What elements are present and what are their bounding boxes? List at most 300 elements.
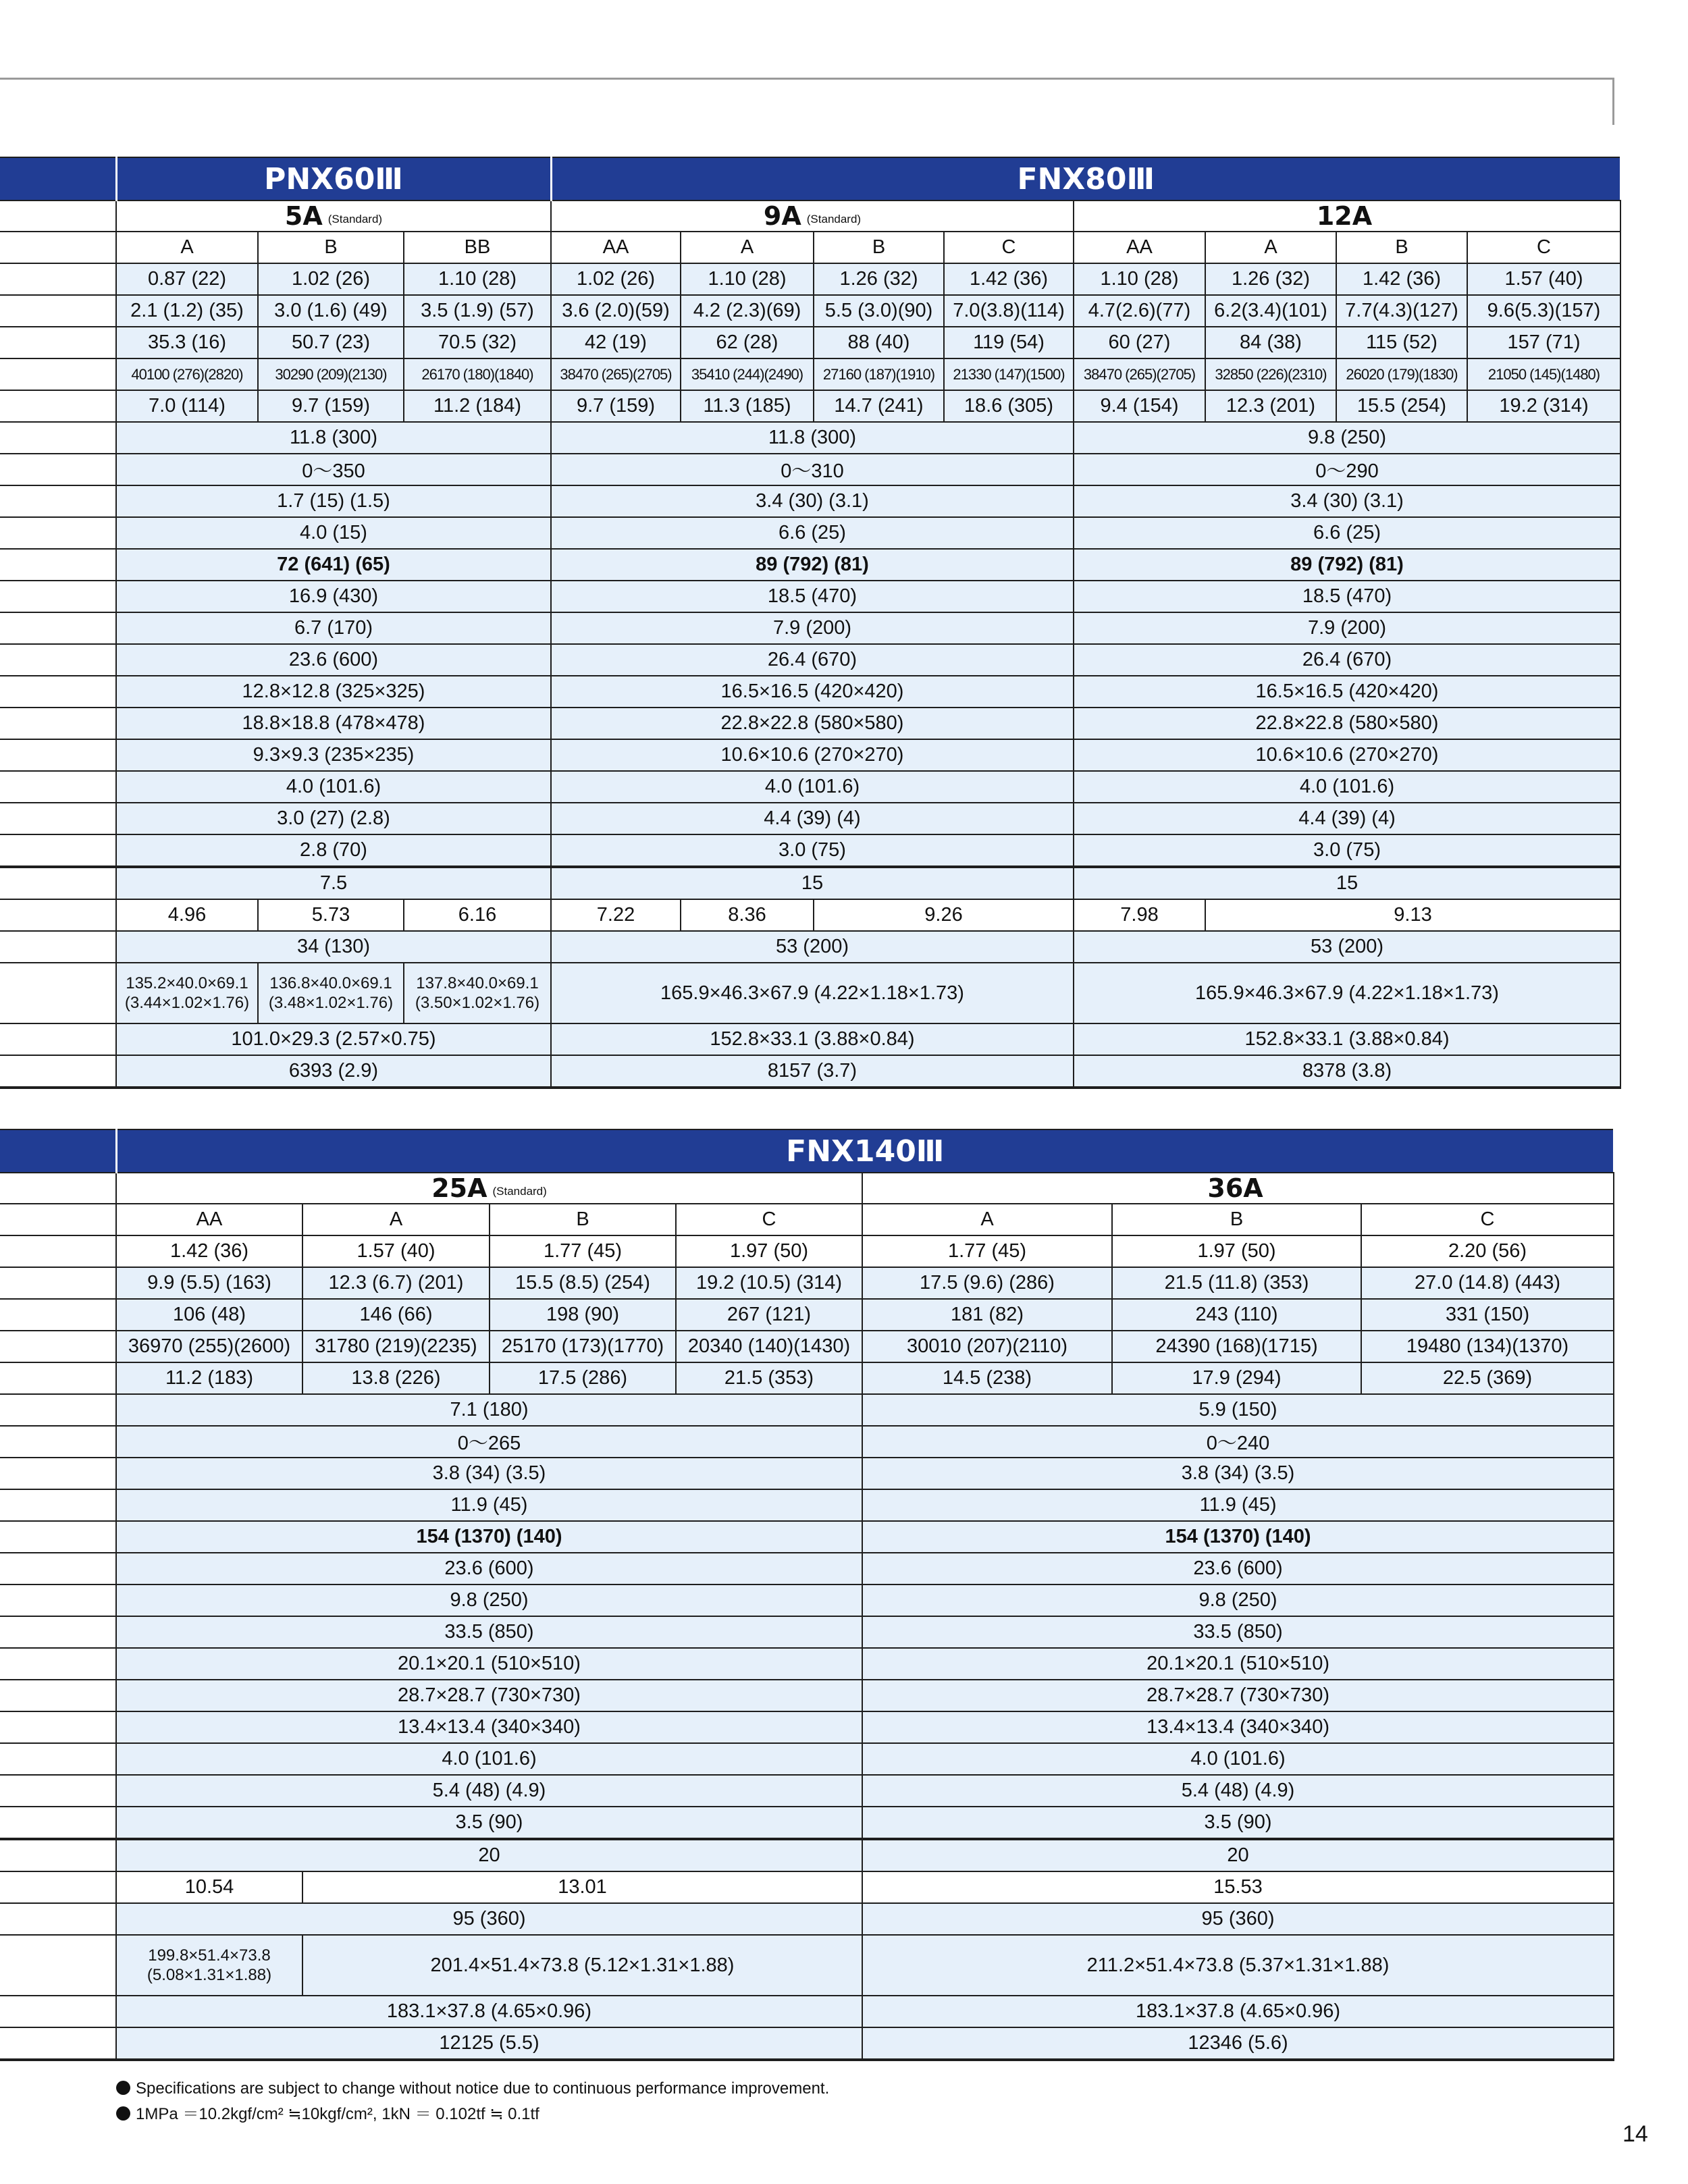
label-cell	[0, 644, 116, 676]
table-cell: 12346 (5.6)	[862, 2027, 1614, 2060]
label-cell	[0, 676, 116, 708]
table-row	[0, 1648, 1614, 1680]
label-cell	[0, 1173, 116, 1204]
table-cell: 18.6 (305)	[944, 390, 1074, 422]
label-cell	[0, 1584, 116, 1616]
label-cell	[0, 739, 116, 771]
table-cell: 18.5 (470)	[551, 581, 1074, 612]
table-cell: 1.57 (40)	[1467, 263, 1620, 295]
label-cell	[0, 1331, 116, 1362]
model-header: FNX80Ⅲ	[551, 157, 1620, 201]
table-cell: 19480 (134)(1370)	[1361, 1331, 1614, 1362]
table-row	[0, 1489, 1614, 1521]
grade-cell: B	[258, 232, 404, 263]
table-cell: 6.2(3.4)(101)	[1205, 295, 1336, 327]
label-cell	[0, 390, 116, 422]
table-cell: 5.73	[258, 899, 404, 931]
table-cell: 4.2 (2.3)(69)	[681, 295, 814, 327]
table-cell: 152.8×33.1 (3.88×0.84)	[1074, 1023, 1620, 1055]
table-cell: 89 (792) (81)	[1074, 549, 1620, 581]
table-cell: 28.7×28.7 (730×730)	[862, 1680, 1614, 1711]
table-row	[0, 771, 1620, 803]
table-cell: 3.5 (1.9) (57)	[404, 295, 551, 327]
label-cell	[0, 157, 116, 201]
grade-cell: B	[1336, 232, 1467, 263]
table-cell: 7.9 (200)	[1074, 612, 1620, 644]
table-cell: 1.97 (50)	[676, 1235, 862, 1267]
label-cell	[0, 1807, 116, 1839]
label-cell	[0, 1267, 116, 1299]
table-row	[0, 1807, 1614, 1839]
table-cell: 136.8×40.0×69.1 (3.48×1.02×1.76)	[258, 963, 404, 1023]
table-cell: 16.9 (430)	[116, 581, 551, 612]
table-cell: 1.57 (40)	[302, 1235, 490, 1267]
table-row	[0, 644, 1620, 676]
label-cell	[0, 2027, 116, 2060]
table-cell: 1.10 (28)	[1074, 263, 1205, 295]
table-cell: 60 (27)	[1074, 327, 1205, 358]
grade-cell: C	[944, 232, 1074, 263]
table-cell: 20	[862, 1839, 1614, 1871]
table-cell: 4.0 (101.6)	[862, 1743, 1614, 1775]
table-cell: 15	[551, 867, 1074, 899]
label-cell	[0, 263, 116, 295]
table-cell: 18.8×18.8 (478×478)	[116, 708, 551, 739]
table-cell: 6.6 (25)	[551, 517, 1074, 549]
table-cell: 88 (40)	[814, 327, 944, 358]
table-cell: 1.97 (50)	[1112, 1235, 1361, 1267]
table-cell: 5.9 (150)	[862, 1394, 1614, 1426]
label-cell	[0, 201, 116, 232]
table-cell: 198 (90)	[490, 1299, 676, 1331]
table-cell: 0～350	[116, 454, 551, 485]
table-cell: 9.3×9.3 (235×235)	[116, 739, 551, 771]
footnote: Specifications are subject to change without notice due to continuous performance improvement.	[116, 2076, 829, 2102]
table-cell: 267 (121)	[676, 1299, 862, 1331]
table-cell: 3.0 (27) (2.8)	[116, 803, 551, 834]
table-cell: 10.6×10.6 (270×270)	[551, 739, 1074, 771]
table-cell: 119 (54)	[944, 327, 1074, 358]
table-cell: 13.01	[302, 1871, 862, 1903]
table-cell: 157 (71)	[1467, 327, 1620, 358]
amp-header: 25A (Standard)	[116, 1173, 862, 1204]
table-cell: 53 (200)	[1074, 931, 1620, 963]
table-cell: 8378 (3.8)	[1074, 1055, 1620, 1088]
label-cell	[0, 1743, 116, 1775]
grade-cell: B	[1112, 1204, 1361, 1235]
label-cell	[0, 549, 116, 581]
table-cell: 5.4 (48) (4.9)	[862, 1775, 1614, 1807]
table-cell: 6.7 (170)	[116, 612, 551, 644]
table-cell: 20	[116, 1839, 862, 1871]
grade-cell: B	[814, 232, 944, 263]
table-row	[0, 834, 1620, 867]
label-cell	[0, 1023, 116, 1055]
table-cell: 21.5 (11.8) (353)	[1112, 1267, 1361, 1299]
grade-cell: B	[490, 1204, 676, 1235]
table-cell: 7.0(3.8)(114)	[944, 295, 1074, 327]
table-cell: 34 (130)	[116, 931, 551, 963]
table-cell: 4.0 (101.6)	[551, 771, 1074, 803]
table-cell: 11.3 (185)	[681, 390, 814, 422]
table-cell: 1.26 (32)	[814, 263, 944, 295]
table-cell: 12125 (5.5)	[116, 2027, 862, 2060]
label-cell	[0, 1204, 116, 1235]
table-cell: 26020 (179)(1830)	[1336, 358, 1467, 390]
table-cell: 11.9 (45)	[116, 1489, 862, 1521]
table-cell: 18.5 (470)	[1074, 581, 1620, 612]
table-cell: 72 (641) (65)	[116, 549, 551, 581]
table-cell: 16.5×16.5 (420×420)	[551, 676, 1074, 708]
label-cell	[0, 232, 116, 263]
page-number: 14	[1623, 2121, 1648, 2147]
table-cell: 9.7 (159)	[551, 390, 681, 422]
table-cell: 1.10 (28)	[404, 263, 551, 295]
table-cell: 4.7(2.6)(77)	[1074, 295, 1205, 327]
table-cell: 6393 (2.9)	[116, 1055, 551, 1088]
table-cell: 32850 (226)(2310)	[1205, 358, 1336, 390]
label-cell	[0, 1935, 116, 1996]
table-row	[0, 1743, 1614, 1775]
table-cell: 13.4×13.4 (340×340)	[116, 1711, 862, 1743]
table-cell: 2.20 (56)	[1361, 1235, 1614, 1267]
table-cell: 9.9 (5.5) (163)	[116, 1267, 302, 1299]
table-cell: 20.1×20.1 (510×510)	[116, 1648, 862, 1680]
table-cell: 9.26	[814, 899, 1074, 931]
table-row	[0, 739, 1620, 771]
table-cell: 1.7 (15) (1.5)	[116, 485, 551, 517]
table-cell: 31780 (219)(2235)	[302, 1331, 490, 1362]
table-cell: 20.1×20.1 (510×510)	[862, 1648, 1614, 1680]
table-cell: 4.4 (39) (4)	[1074, 803, 1620, 834]
table-cell: 15.5 (8.5) (254)	[490, 1267, 676, 1299]
table-cell: 19.2 (10.5) (314)	[676, 1267, 862, 1299]
table-cell: 7.1 (180)	[116, 1394, 862, 1426]
table-cell: 3.8 (34) (3.5)	[862, 1458, 1614, 1489]
table-cell: 1.02 (26)	[258, 263, 404, 295]
table-row	[0, 581, 1620, 612]
table-cell: 38470 (265)(2705)	[551, 358, 681, 390]
table-cell: 4.0 (101.6)	[1074, 771, 1620, 803]
table-cell: 15	[1074, 867, 1620, 899]
table-cell: 35410 (244)(2490)	[681, 358, 814, 390]
table-cell: 13.8 (226)	[302, 1362, 490, 1394]
table-row	[0, 676, 1620, 708]
table-cell: 165.9×46.3×67.9 (4.22×1.18×1.73)	[1074, 963, 1620, 1023]
table-cell: 89 (792) (81)	[551, 549, 1074, 581]
label-cell	[0, 1996, 116, 2027]
table-cell: 11.9 (45)	[862, 1489, 1614, 1521]
table-cell: 15.53	[862, 1871, 1614, 1903]
label-cell	[0, 1426, 116, 1458]
table-cell: 3.4 (30) (3.1)	[1074, 485, 1620, 517]
table-cell: 3.5 (90)	[116, 1807, 862, 1839]
table-cell: 11.2 (183)	[116, 1362, 302, 1394]
table-cell: 7.98	[1074, 899, 1205, 931]
table-cell: 42 (19)	[551, 327, 681, 358]
grade-cell: A	[302, 1204, 490, 1235]
table-cell: 35.3 (16)	[116, 327, 258, 358]
table-cell: 0.87 (22)	[116, 263, 258, 295]
label-cell	[0, 1299, 116, 1331]
table-cell: 331 (150)	[1361, 1299, 1614, 1331]
grade-cell: AA	[1074, 232, 1205, 263]
table-cell: 165.9×46.3×67.9 (4.22×1.18×1.73)	[551, 963, 1074, 1023]
table-cell: 0～240	[862, 1426, 1614, 1458]
label-cell	[0, 1362, 116, 1394]
table-cell: 7.22	[551, 899, 681, 931]
bullet-icon	[116, 2081, 130, 2095]
table-row	[0, 517, 1620, 549]
table-cell: 14.7 (241)	[814, 390, 944, 422]
footnote: 1MPa ＝10.2kgf/cm² ≒10kgf/cm², 1kN ＝ 0.102tf ≒ 0.1tf	[116, 2102, 829, 2127]
table-row	[0, 1616, 1614, 1648]
label-cell	[0, 1648, 116, 1680]
table-cell: 27160 (187)(1910)	[814, 358, 944, 390]
table-cell: 13.4×13.4 (340×340)	[862, 1711, 1614, 1743]
label-cell	[0, 1903, 116, 1935]
table-cell: 7.9 (200)	[551, 612, 1074, 644]
label-cell	[0, 485, 116, 517]
table-cell: 26.4 (670)	[551, 644, 1074, 676]
label-cell	[0, 1839, 116, 1871]
table-cell: 10.6×10.6 (270×270)	[1074, 739, 1620, 771]
table-cell: 33.5 (850)	[862, 1616, 1614, 1648]
label-cell	[0, 1553, 116, 1584]
table-row	[0, 708, 1620, 739]
label-cell	[0, 422, 116, 454]
label-cell	[0, 834, 116, 867]
label-cell	[0, 899, 116, 931]
table-cell: 101.0×29.3 (2.57×0.75)	[116, 1023, 551, 1055]
table-row	[0, 1711, 1614, 1743]
label-cell	[0, 295, 116, 327]
table-cell: 95 (360)	[116, 1903, 862, 1935]
table-row	[0, 1521, 1614, 1553]
table-cell: 4.4 (39) (4)	[551, 803, 1074, 834]
label-cell	[0, 1871, 116, 1903]
table-cell: 24390 (168)(1715)	[1112, 1331, 1361, 1362]
table-cell: 27.0 (14.8) (443)	[1361, 1267, 1614, 1299]
table-cell: 3.5 (90)	[862, 1807, 1614, 1839]
table-cell: 30290 (209)(2130)	[258, 358, 404, 390]
table-cell: 40100 (276)(2820)	[116, 358, 258, 390]
table-cell: 23.6 (600)	[862, 1553, 1614, 1584]
bullet-icon	[116, 2106, 130, 2121]
label-cell	[0, 1711, 116, 1743]
table-row	[0, 422, 1620, 454]
table-cell: 9.8 (250)	[862, 1584, 1614, 1616]
table-row	[0, 1426, 1614, 1458]
table-cell: 7.5	[116, 867, 551, 899]
table-cell: 146 (66)	[302, 1299, 490, 1331]
label-cell	[0, 1394, 116, 1426]
table-cell: 5.5 (3.0)(90)	[814, 295, 944, 327]
grade-cell: C	[1361, 1204, 1614, 1235]
table-cell: 9.6(5.3)(157)	[1467, 295, 1620, 327]
table-cell: 19.2 (314)	[1467, 390, 1620, 422]
table-cell: 154 (1370) (140)	[116, 1521, 862, 1553]
model-header: FNX140Ⅲ	[116, 1129, 1614, 1173]
table-cell: 0～290	[1074, 454, 1620, 485]
table-cell: 22.8×22.8 (580×580)	[1074, 708, 1620, 739]
table-cell: 3.6 (2.0)(59)	[551, 295, 681, 327]
table-cell: 6.16	[404, 899, 551, 931]
table-cell: 21330 (147)(1500)	[944, 358, 1074, 390]
table-cell: 62 (28)	[681, 327, 814, 358]
grade-cell: C	[676, 1204, 862, 1235]
table-cell: 8157 (3.7)	[551, 1055, 1074, 1088]
table-cell: 8.36	[681, 899, 814, 931]
amp-header: 9A (Standard)	[551, 201, 1074, 232]
table-cell: 1.02 (26)	[551, 263, 681, 295]
table-cell: 199.8×51.4×73.8 (5.08×1.31×1.88)	[116, 1935, 302, 1996]
table-cell: 15.5 (254)	[1336, 390, 1467, 422]
label-cell	[0, 327, 116, 358]
table-cell: 2.1 (1.2) (35)	[116, 295, 258, 327]
table-cell: 152.8×33.1 (3.88×0.84)	[551, 1023, 1074, 1055]
label-cell	[0, 581, 116, 612]
table-cell: 1.26 (32)	[1205, 263, 1336, 295]
table-cell: 12.3 (201)	[1205, 390, 1336, 422]
label-cell	[0, 1489, 116, 1521]
table-cell: 50.7 (23)	[258, 327, 404, 358]
table-cell: 17.9 (294)	[1112, 1362, 1361, 1394]
table-cell: 0～265	[116, 1426, 862, 1458]
label-cell	[0, 612, 116, 644]
table-cell: 53 (200)	[551, 931, 1074, 963]
table-cell: 106 (48)	[116, 1299, 302, 1331]
table-cell: 22.8×22.8 (580×580)	[551, 708, 1074, 739]
table-cell: 3.0 (1.6) (49)	[258, 295, 404, 327]
table-cell: 9.8 (250)	[1074, 422, 1620, 454]
table-cell: 10.54	[116, 1871, 302, 1903]
table-cell: 135.2×40.0×69.1 (3.44×1.02×1.76)	[116, 963, 258, 1023]
table-cell: 21050 (145)(1480)	[1467, 358, 1620, 390]
label-cell	[0, 931, 116, 963]
table-cell: 84 (38)	[1205, 327, 1336, 358]
table-cell: 25170 (173)(1770)	[490, 1331, 676, 1362]
table-row	[0, 1584, 1614, 1616]
table-cell: 7.0 (114)	[116, 390, 258, 422]
table-cell: 95 (360)	[862, 1903, 1614, 1935]
label-cell	[0, 803, 116, 834]
grade-cell: BB	[404, 232, 551, 263]
table-cell: 201.4×51.4×73.8 (5.12×1.31×1.88)	[302, 1935, 862, 1996]
grade-cell: A	[116, 232, 258, 263]
table-row	[0, 549, 1620, 581]
table-cell: 14.5 (238)	[862, 1362, 1112, 1394]
grade-cell: A	[681, 232, 814, 263]
table-cell: 16.5×16.5 (420×420)	[1074, 676, 1620, 708]
table-cell: 1.77 (45)	[490, 1235, 676, 1267]
top-rule-corner	[1612, 78, 1614, 125]
grade-cell: AA	[116, 1204, 302, 1235]
table-cell: 1.10 (28)	[681, 263, 814, 295]
label-cell	[0, 1616, 116, 1648]
table-cell: 243 (110)	[1112, 1299, 1361, 1331]
label-cell	[0, 1680, 116, 1711]
table-row	[0, 1839, 1614, 1871]
table-cell: 115 (52)	[1336, 327, 1467, 358]
label-cell	[0, 358, 116, 390]
table-row	[0, 1553, 1614, 1584]
label-cell	[0, 517, 116, 549]
table-cell: 26170 (180)(1840)	[404, 358, 551, 390]
table-row	[0, 1680, 1614, 1711]
table-row	[0, 485, 1620, 517]
label-cell	[0, 1055, 116, 1088]
table-cell: 33.5 (850)	[116, 1616, 862, 1648]
table-cell: 4.0 (101.6)	[116, 771, 551, 803]
amp-header: 36A	[862, 1173, 1614, 1204]
label-cell	[0, 1521, 116, 1553]
table-row	[0, 612, 1620, 644]
table-row	[0, 454, 1620, 485]
table-cell: 1.42 (36)	[116, 1235, 302, 1267]
table-cell: 3.8 (34) (3.5)	[116, 1458, 862, 1489]
table-cell: 11.2 (184)	[404, 390, 551, 422]
table-cell: 154 (1370) (140)	[862, 1521, 1614, 1553]
amp-header: 5A (Standard)	[116, 201, 551, 232]
table-cell: 1.42 (36)	[1336, 263, 1467, 295]
spec-table-fnx140	[0, 1129, 1614, 2061]
table-cell: 28.7×28.7 (730×730)	[116, 1680, 862, 1711]
table-cell: 11.8 (300)	[551, 422, 1074, 454]
table-row	[0, 867, 1620, 899]
table-cell: 30010 (207)(2110)	[862, 1331, 1112, 1362]
table-cell: 3.0 (75)	[551, 834, 1074, 867]
table-cell: 4.96	[116, 899, 258, 931]
table-cell: 17.5 (286)	[490, 1362, 676, 1394]
label-cell	[0, 1775, 116, 1807]
table-cell: 70.5 (32)	[404, 327, 551, 358]
model-header: PNX60Ⅲ	[116, 157, 551, 201]
table-row	[0, 1458, 1614, 1489]
table-cell: 9.13	[1205, 899, 1620, 931]
table-cell: 4.0 (101.6)	[116, 1743, 862, 1775]
table-cell: 9.7 (159)	[258, 390, 404, 422]
table-cell: 6.6 (25)	[1074, 517, 1620, 549]
table-cell: 23.6 (600)	[116, 1553, 862, 1584]
table-cell: 12.8×12.8 (325×325)	[116, 676, 551, 708]
table-cell: 38470 (265)(2705)	[1074, 358, 1205, 390]
table-row	[0, 803, 1620, 834]
label-cell	[0, 867, 116, 899]
table-cell: 181 (82)	[862, 1299, 1112, 1331]
table-cell: 9.8 (250)	[116, 1584, 862, 1616]
table-cell: 23.6 (600)	[116, 644, 551, 676]
label-cell	[0, 963, 116, 1023]
table-cell: 20340 (140)(1430)	[676, 1331, 862, 1362]
table-cell: 22.5 (369)	[1361, 1362, 1614, 1394]
label-cell	[0, 454, 116, 485]
table-cell: 0～310	[551, 454, 1074, 485]
grade-cell: AA	[551, 232, 681, 263]
table-cell: 3.4 (30) (3.1)	[551, 485, 1074, 517]
table-cell: 36970 (255)(2600)	[116, 1331, 302, 1362]
top-rule	[0, 78, 1614, 80]
table-cell: 3.0 (75)	[1074, 834, 1620, 867]
grade-cell: C	[1467, 232, 1620, 263]
table-cell: 17.5 (9.6) (286)	[862, 1267, 1112, 1299]
grade-cell: A	[1205, 232, 1336, 263]
table-cell: 183.1×37.8 (4.65×0.96)	[862, 1996, 1614, 2027]
label-cell	[0, 771, 116, 803]
label-cell	[0, 1458, 116, 1489]
grade-cell: A	[862, 1204, 1112, 1235]
label-cell	[0, 1129, 116, 1173]
